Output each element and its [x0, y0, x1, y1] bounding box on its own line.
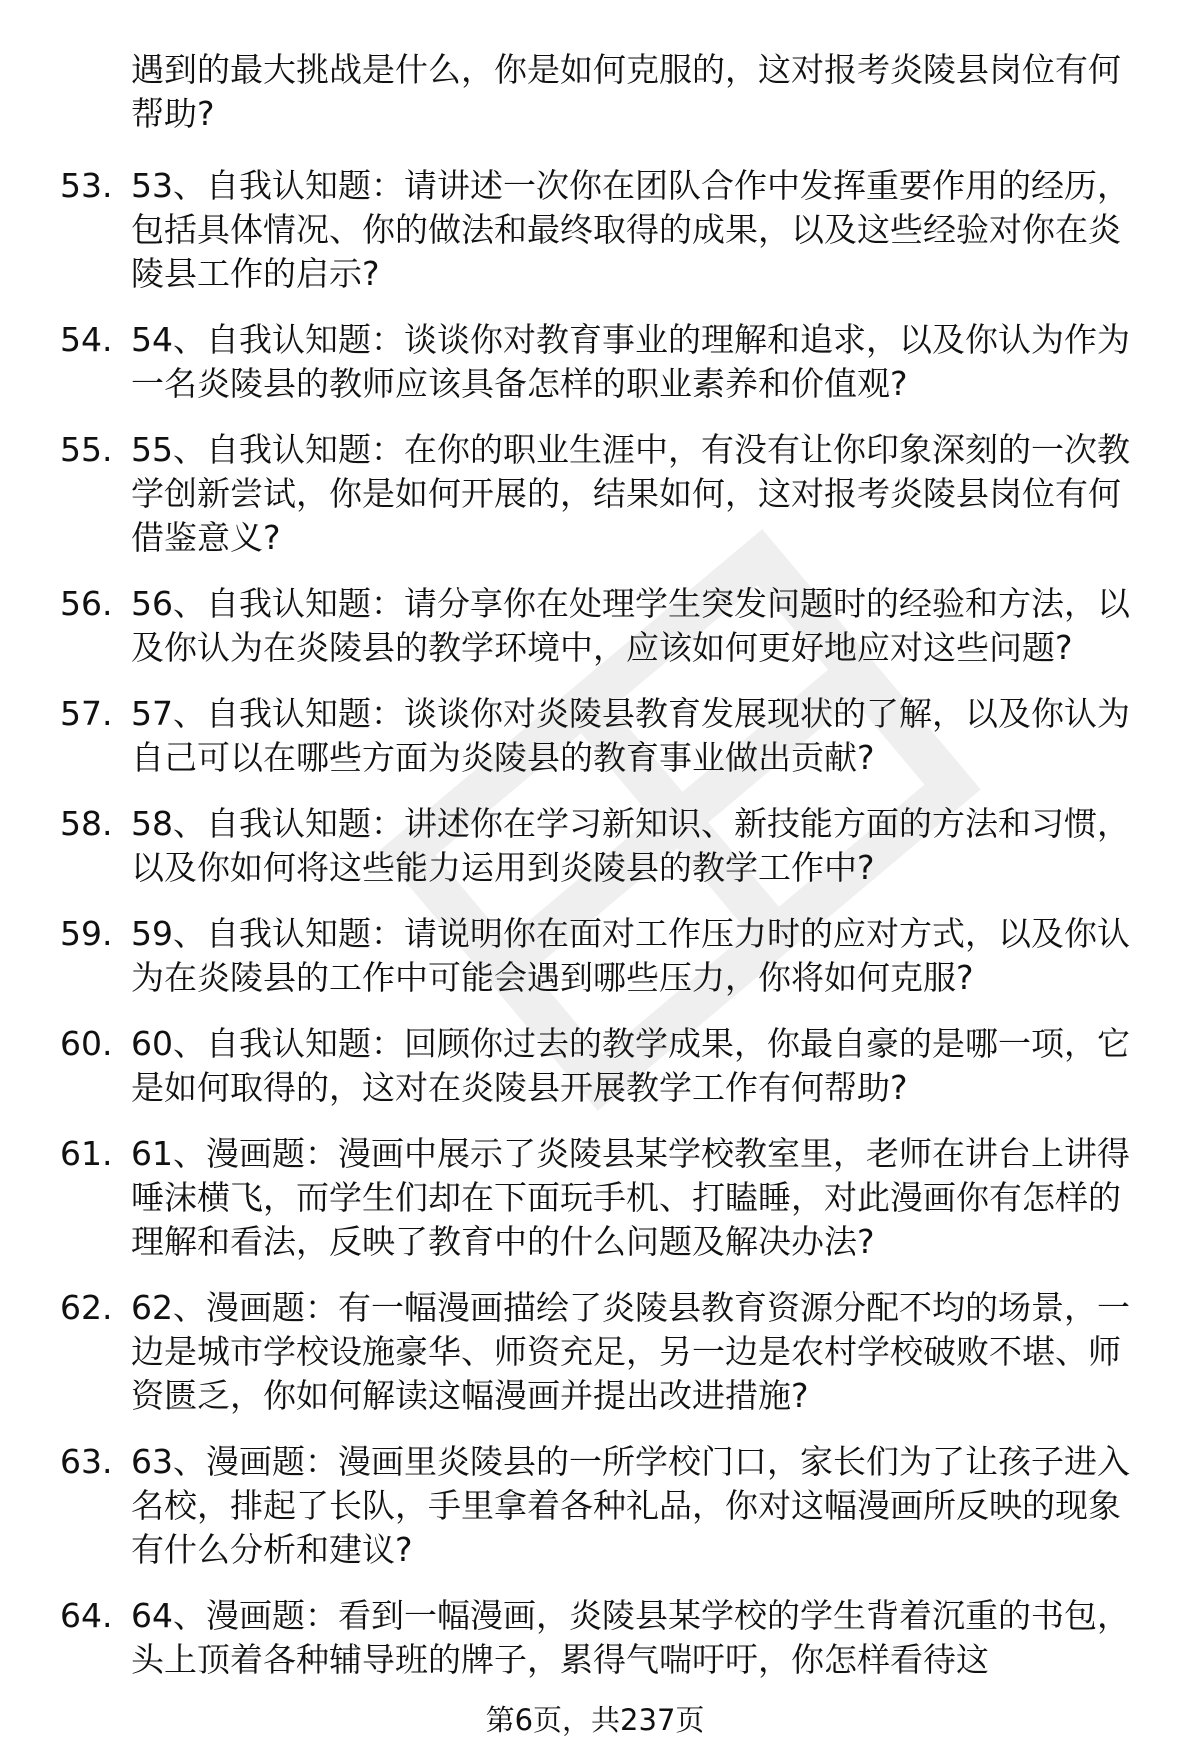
list-item [0, 1594, 1190, 1682]
list-item [0, 164, 1190, 296]
item-number: 60. [60, 1024, 113, 1063]
item-text: 63、漫画题：漫画里炎陵县的一所学校门口，家长们为了让孩子进入名校，排起了长队，手里拿着各种礼品，你对这幅漫画所反映的现象有什么分析和建议? [131, 1442, 1130, 1569]
item-number: 54. [60, 320, 113, 359]
list-item [0, 318, 1190, 406]
list-item [0, 1440, 1190, 1572]
item-number: 64. [60, 1596, 113, 1635]
page-footer: 第6页，共237页 [485, 1703, 705, 1737]
item-text: 64、漫画题：看到一幅漫画，炎陵县某学校的学生背着沉重的书包，头上顶着各种辅导班的牌子，累得气喘吁吁，你怎样看待这 [131, 1596, 1130, 1679]
item-text: 59、自我认知题：请说明你在面对工作压力时的应对方式，以及你认为在炎陵县的工作中可能会遇到哪些压力，你将如何克服? [131, 914, 1130, 997]
list-item [0, 1132, 1190, 1264]
item-text: 55、自我认知题：在你的职业生涯中，有没有让你印象深刻的一次教学创新尝试，你是如何开展的，结果如何，这对报考炎陵县岗位有何借鉴意义? [131, 430, 1130, 557]
item-number: 62. [60, 1288, 113, 1327]
item-number: 59. [60, 914, 113, 953]
list-item [0, 582, 1190, 670]
item-number: 53. [60, 166, 113, 205]
item-number: 58. [60, 804, 113, 843]
item-number: 55. [60, 430, 113, 469]
list-item [0, 692, 1190, 780]
item-number: 61. [60, 1134, 113, 1173]
item-text: 53、自我认知题：请讲述一次你在团队合作中发挥重要作用的经历，包括具体情况、你的做法和最终取得的成果，以及这些经验对你在炎陵县工作的启示? [131, 166, 1130, 293]
item-text: 60、自我认知题：回顾你过去的教学成果，你最自豪的是哪一项，它是如何取得的，这对在炎陵县开展教学工作有何帮助? [131, 1024, 1130, 1107]
list-item [0, 1022, 1190, 1110]
list-item [0, 428, 1190, 560]
item-text: 56、自我认知题：请分享你在处理学生突发问题时的经验和方法，以及你认为在炎陵县的教学环境中，应该如何更好地应对这些问题? [131, 584, 1130, 667]
list-item [0, 802, 1190, 890]
item-text: 61、漫画题：漫画中展示了炎陵县某学校教室里，老师在讲台上讲得唾沫横飞，而学生们却在下面玩手机、打瞌睡，对此漫画你有怎样的理解和看法，反映了教育中的什么问题及解决办法? [131, 1134, 1130, 1261]
item-text: 遇到的最大挑战是什么，你是如何克服的，这对报考炎陵县岗位有何帮助? [131, 50, 1121, 133]
item-text: 62、漫画题：有一幅漫画描绘了炎陵县教育资源分配不均的场景，一边是城市学校设施豪华、师资充足，另一边是农村学校破败不堪、师资匮乏，你如何解读这幅漫画并提出改进措施? [131, 1288, 1130, 1415]
item-text: 58、自我认知题：讲述你在学习新知识、新技能方面的方法和习惯，以及你如何将这些能力运用到炎陵县的教学工作中? [131, 804, 1130, 887]
item-number: 63. [60, 1442, 113, 1481]
item-text: 57、自我认知题：谈谈你对炎陵县教育发展现状的了解，以及你认为自己可以在哪些方面为炎陵县的教育事业做出贡献? [131, 694, 1130, 777]
list-item [0, 912, 1190, 1000]
question-list [0, 48, 1190, 1704]
list-item [0, 1286, 1190, 1418]
item-text: 54、自我认知题：谈谈你对教育事业的理解和追求，以及你认为作为一名炎陵县的教师应该具备怎样的职业素养和价值观? [131, 320, 1130, 403]
item-number: 56. [60, 584, 113, 623]
list-item [0, 48, 1190, 136]
item-number: 57. [60, 694, 113, 733]
